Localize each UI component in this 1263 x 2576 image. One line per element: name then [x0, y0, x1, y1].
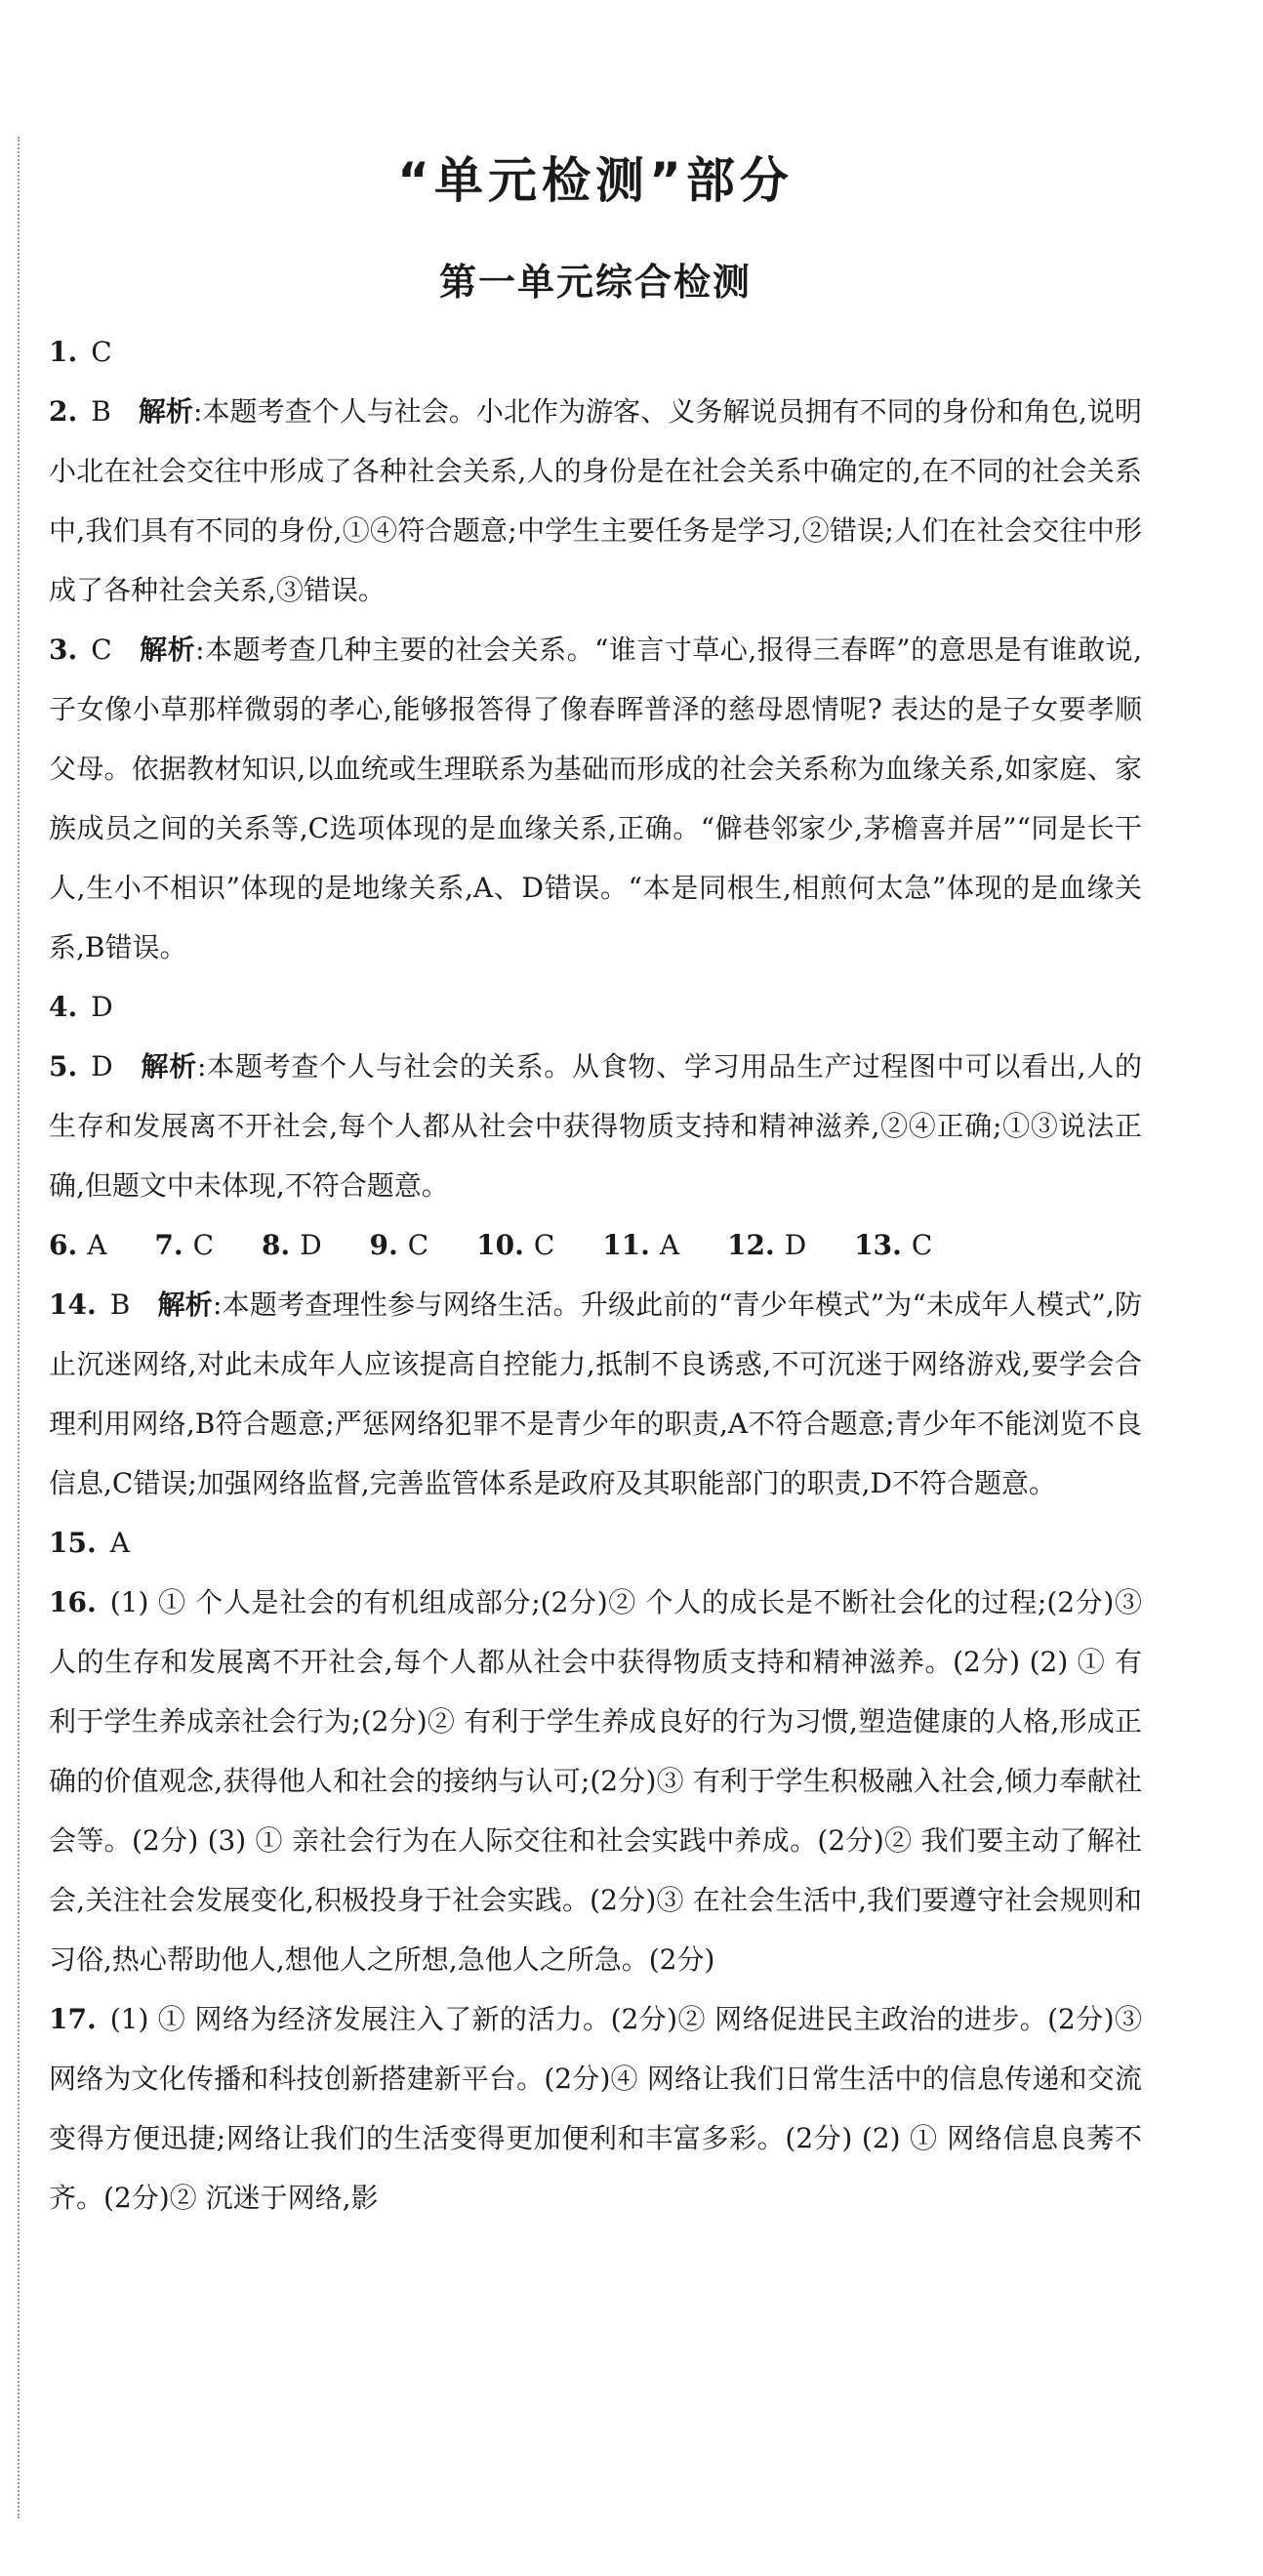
answer-item-15	[49, 1513, 1142, 1573]
answer-item-1	[49, 322, 1142, 382]
binding-margin-dotted-line	[18, 137, 20, 2518]
question-number: 3.	[49, 634, 78, 666]
answer-item-3	[49, 620, 1142, 977]
question-number: 15.	[49, 1527, 97, 1559]
answer-item-12	[727, 1229, 806, 1261]
answer-choice: D	[784, 1229, 807, 1261]
answer-item-17	[49, 1989, 1142, 2228]
analysis-text: :本题考查几种主要的社会关系。“谁言寸草心,报得三春晖”的意思是有谁敢说,子女像小草那样微弱的孝心,能够报答得了像春晖普泽的慈母恩情呢? 表达的是子女要孝顺父母。依据教材知识,以血统或生理联系为基础而形成的社会关系称为血缘关系,如家庭、家族成员之间的关系等,C选项体现的是血缘关系,正确。“僻巷邻家少,茅檐喜并居”“同是长干人,生小不相识”体现的是地缘关系,A、D错误。“本是同根生,相煎何太急”体现的是血缘关系,B错误。	[49, 634, 1142, 963]
answer-item-9	[370, 1229, 429, 1261]
answer-choice: D	[300, 1229, 322, 1261]
question-number: 17.	[49, 2003, 97, 2035]
answer-item-5	[49, 1037, 1142, 1215]
page-title: “单元检测”部分	[397, 152, 794, 209]
answer-item-2	[49, 382, 1142, 620]
answer-choice: A	[659, 1229, 680, 1261]
answer-item-13	[854, 1229, 932, 1261]
answer-choice: C	[533, 1229, 555, 1261]
question-number: 14.	[49, 1288, 97, 1321]
analysis-label: 解析	[157, 1288, 214, 1321]
answer-item-11	[602, 1229, 679, 1261]
answer-choice: B	[109, 1288, 131, 1321]
analysis-text: :本题考查个人与社会的关系。从食物、学习用品生产过程图中可以看出,人的生存和发展离不开社会,每个人都从社会中获得物质支持和精神滋养,②④正确;①③说法正确,但题文中未体现,不符合题意。	[49, 1050, 1142, 1202]
answer-choice: C	[192, 1229, 215, 1261]
answer-item-4	[49, 977, 1142, 1037]
question-number: 5.	[49, 1050, 78, 1083]
question-number: 7.	[154, 1229, 183, 1261]
answer-item-10	[476, 1229, 554, 1261]
answer-item-7	[154, 1229, 214, 1261]
question-number: 1.	[49, 336, 78, 368]
answer-list	[49, 322, 1142, 2228]
analysis-text: :本题考查个人与社会。小北作为游客、义务解说员拥有不同的身份和角色,说明小北在社会交往中形成了各种社会关系,人的身份是在社会关系中确定的,在不同的社会关系中,我们具有不同的身份,①④符合题意;中学生主要任务是学习,②错误;人们在社会交往中形成了各种社会关系,③错误。	[49, 395, 1142, 606]
answer-choice: C	[91, 634, 112, 666]
answer-choice: C	[407, 1229, 429, 1261]
answer-item-16	[49, 1573, 1142, 1989]
answer-item-8	[262, 1229, 322, 1261]
question-number: 2.	[49, 395, 78, 428]
answer-choice: C	[91, 336, 112, 368]
answer-choice: D	[91, 991, 113, 1023]
question-number: 11.	[602, 1229, 650, 1261]
answer-items-6-13	[49, 1215, 1142, 1275]
question-number: 16.	[49, 1586, 97, 1618]
answer-choice: B	[91, 395, 111, 428]
question-number: 12.	[727, 1229, 775, 1261]
answer-choice: D	[91, 1050, 113, 1083]
analysis-label: 解析	[140, 1050, 197, 1083]
answer-item-6	[49, 1229, 106, 1261]
section-title: 第一单元综合检测	[438, 261, 752, 304]
answer-text: (1) ① 网络为经济发展注入了新的活力。(2分)② 网络促进民主政治的进步。(2分)③ 网络为文化传播和科技创新搭建新平台。(2分)④ 网络让我们日常生活中的信息传递和交流变得方便迅捷;网络让我们的生活变得更加便利和丰富多彩。(2分) (2) ① 网络信息良莠不齐。(2分)② 沉迷于网络,影	[49, 2003, 1142, 2214]
analysis-label: 解析	[139, 634, 196, 666]
answer-choice: C	[911, 1229, 933, 1261]
answer-choice: A	[87, 1229, 107, 1261]
question-number: 8.	[261, 1229, 291, 1261]
question-number: 6.	[49, 1229, 78, 1261]
answer-choice: A	[109, 1527, 130, 1559]
answer-text: (1) ① 个人是社会的有机组成部分;(2分)② 个人的成长是不断社会化的过程;(2分)③ 人的生存和发展离不开社会,每个人都从社会中获得物质支持和精神滋养。(2分) (2) ① 有利于学生养成亲社会行为;(2分)② 有利于学生养成良好的行为习惯,塑造健康的人格,形成正确的价值观念,获得他人和社会的接纳与认可;(2分)③ 有利于学生积极融入社会,倾力奉献社会等。(2分) (3) ① 亲社会行为在人际交往和社会实践中养成。(2分)② 我们要主动了解社会,关注社会发展变化,积极投身于社会实践。(2分)③ 在社会生活中,我们要遵守社会规则和习俗,热心帮助他人,想他人之所想,急他人之所急。(2分)	[49, 1586, 1142, 1976]
question-number: 10.	[476, 1229, 524, 1261]
question-number: 9.	[369, 1229, 398, 1261]
analysis-text: :本题考查理性参与网络生活。升级此前的“青少年模式”为“未成年人模式”,防止沉迷网络,对此未成年人应该提高自控能力,抵制不良诱惑,不可沉迷于网络游戏,要学会合理利用网络,B符合题意;严惩网络犯罪不是青少年的职责,A不符合题意;青少年不能浏览不良信息,C错误;加强网络监督,完善监管体系是政府及其职能部门的职责,D不符合题意。	[49, 1288, 1142, 1499]
analysis-label: 解析	[138, 395, 193, 428]
question-number: 13.	[854, 1229, 902, 1261]
question-number: 4.	[49, 991, 78, 1023]
answer-item-14	[49, 1275, 1142, 1513]
